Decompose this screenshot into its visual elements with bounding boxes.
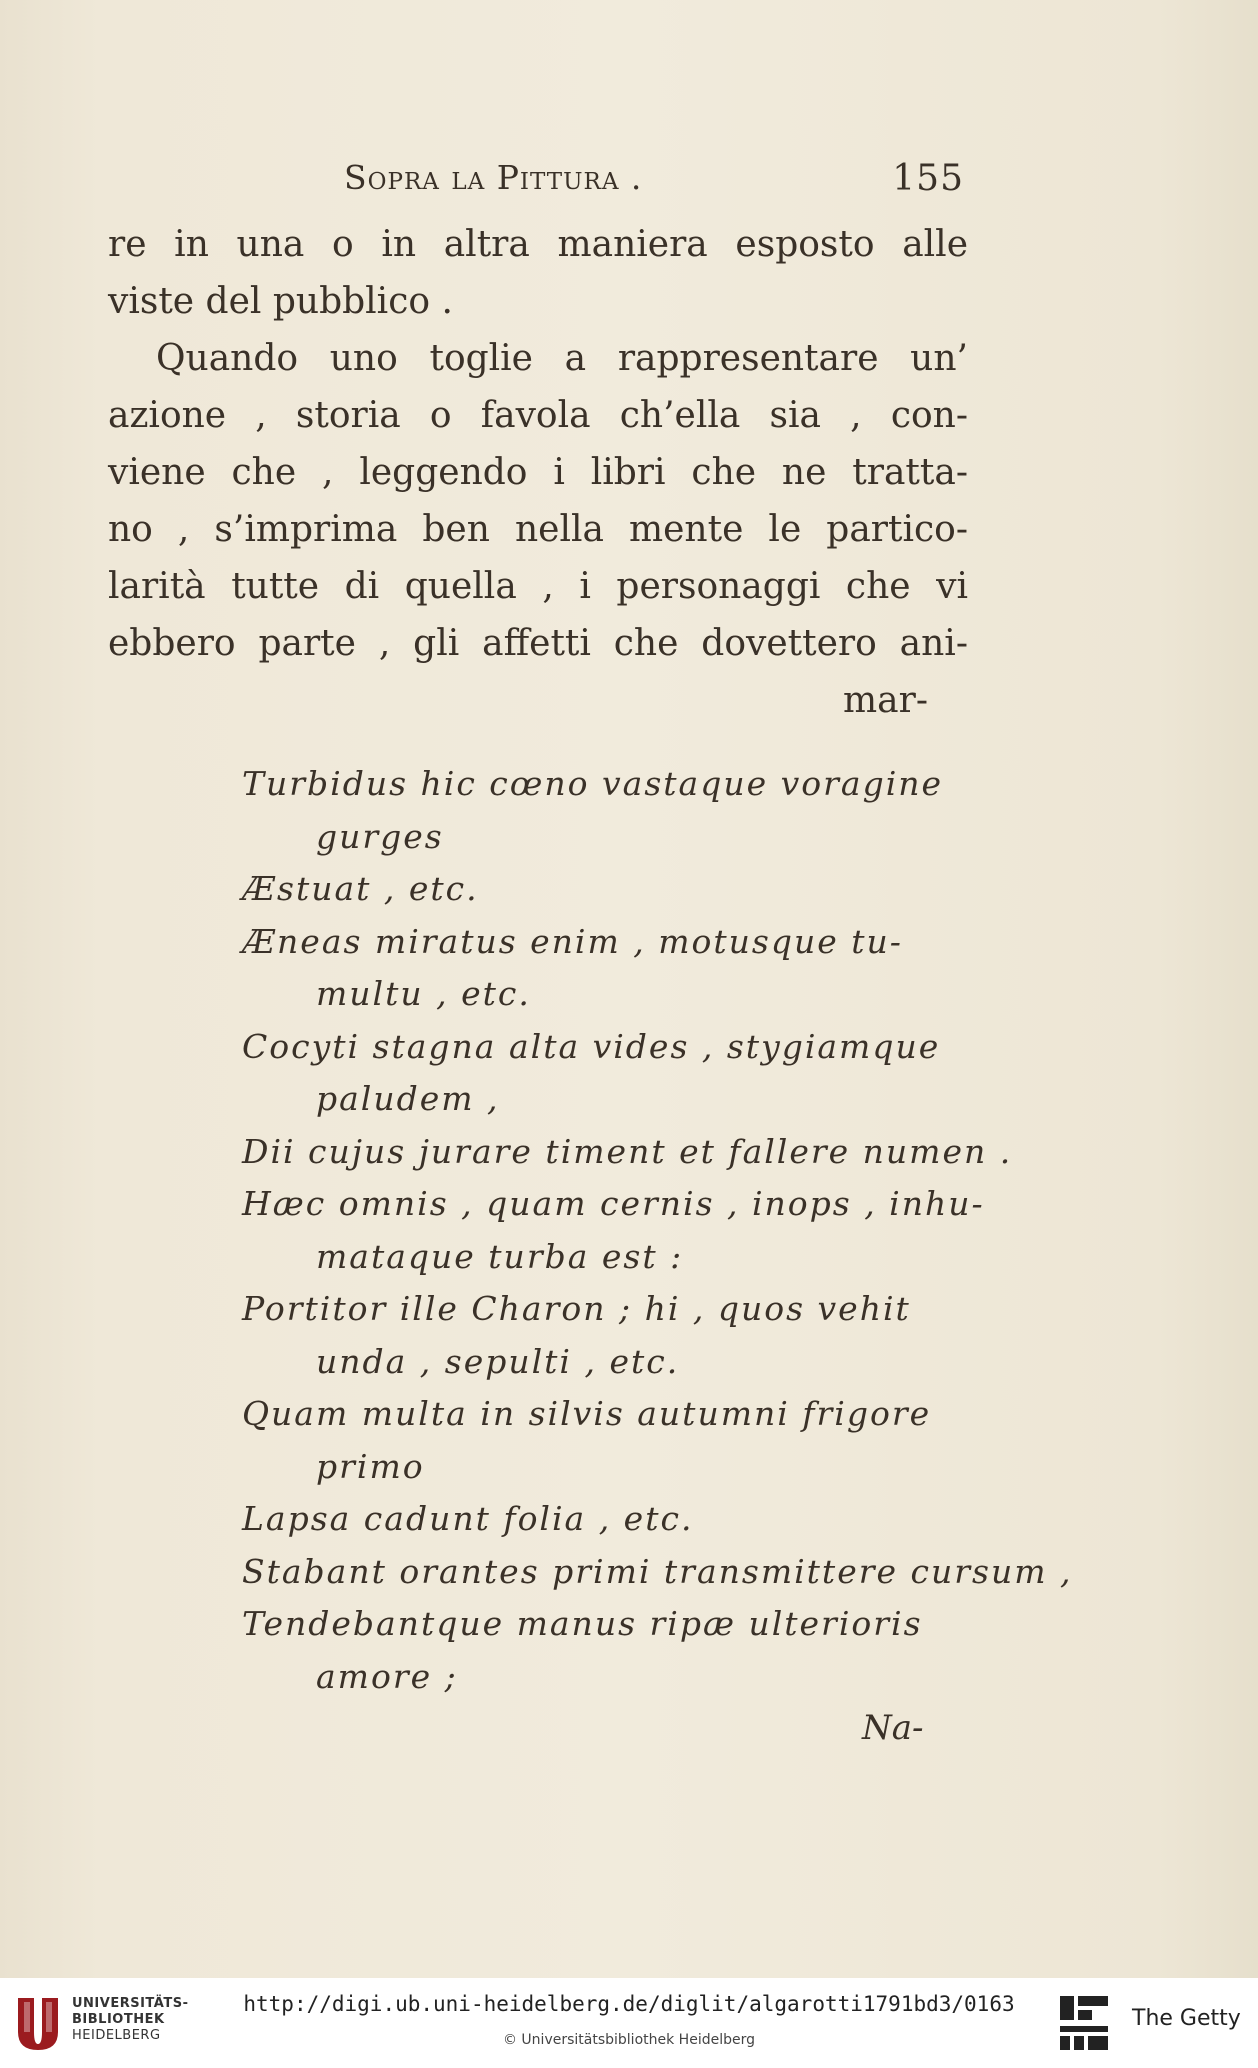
- partner-name: The Getty: [1132, 2006, 1241, 2031]
- verse-line: Portitor ille Charon ; hi , quos vehit: [242, 1289, 911, 1328]
- verse-line: Æneas miratus enim , motusque tu-: [242, 921, 903, 961]
- verse-line: primo: [316, 1446, 425, 1486]
- verse-line: Tendebantque manus ripæ ulterioris: [242, 1604, 923, 1643]
- verse-catchword: Na-: [862, 1708, 924, 1748]
- text-line: viene che , leggendo i libri che ne tratta-: [108, 452, 968, 493]
- catchword: mar-: [843, 680, 928, 721]
- running-title: Sopra la Pittura .: [344, 158, 643, 197]
- text-line: azione , storia o favola ch’ella sia , con-: [108, 395, 968, 436]
- copyright-notice: © Universitätsbibliothek Heidelberg: [502, 2032, 755, 2048]
- catchword-line: [108, 672, 968, 729]
- text-line: Quando uno toglie a rappresentare un’: [156, 338, 968, 379]
- verse-line: amore ;: [316, 1656, 458, 1696]
- university-library-name: UNIVERSITÄTS- BIBLIOTHEK HEIDELBERG: [72, 1996, 189, 2043]
- verse-line: Cocyti stagna alta vides , stygiamque: [242, 1026, 941, 1066]
- permalink-url[interactable]: http://digi.ub.uni-heidelberg.de/diglit/algarotti1791bd3/0163: [243, 1992, 1015, 2016]
- text-line: re in una o in altra maniera esposto alle: [108, 224, 968, 265]
- text-line: viste del pubblico .: [108, 281, 453, 322]
- verse-line: unda , sepulti , etc.: [316, 1341, 680, 1381]
- verse-line: Quam multa in silvis autumni frigore: [242, 1394, 932, 1433]
- text-line: larità tutte di quella , i personaggi che vi: [108, 566, 968, 607]
- text-line: ebbero parte , gli affetti che dovettero ani-: [108, 623, 968, 664]
- body-paragraph: [108, 216, 968, 729]
- verse-line: paludem ,: [316, 1079, 500, 1118]
- verse-line: Stabant orantes primi transmittere cursum ,: [242, 1551, 1073, 1591]
- verse-line: multu , etc.: [316, 974, 531, 1013]
- verse-line: Hæc omnis , quam cernis , inops , inhu-: [242, 1184, 985, 1223]
- verse-line: Dii cujus jurare timent et fallere numen .: [242, 1131, 1013, 1171]
- verse-line: Lapsa cadunt folia , etc.: [242, 1499, 694, 1538]
- getty-logo-icon: [1058, 1994, 1110, 2052]
- page-number: 155: [892, 158, 964, 199]
- footer-bar: [0, 1978, 1258, 2068]
- verse-line: mataque turba est :: [316, 1236, 684, 1276]
- text-line: no , s’imprima ben nella mente le partico-: [108, 509, 968, 550]
- latin-verse-block: [242, 758, 1073, 1703]
- verse-line: gurges: [316, 816, 444, 856]
- verse-line: Æstuat , etc.: [242, 869, 479, 908]
- running-header: [344, 158, 964, 208]
- verse-line: Turbidus hic cœno vastaque voragine: [242, 764, 944, 803]
